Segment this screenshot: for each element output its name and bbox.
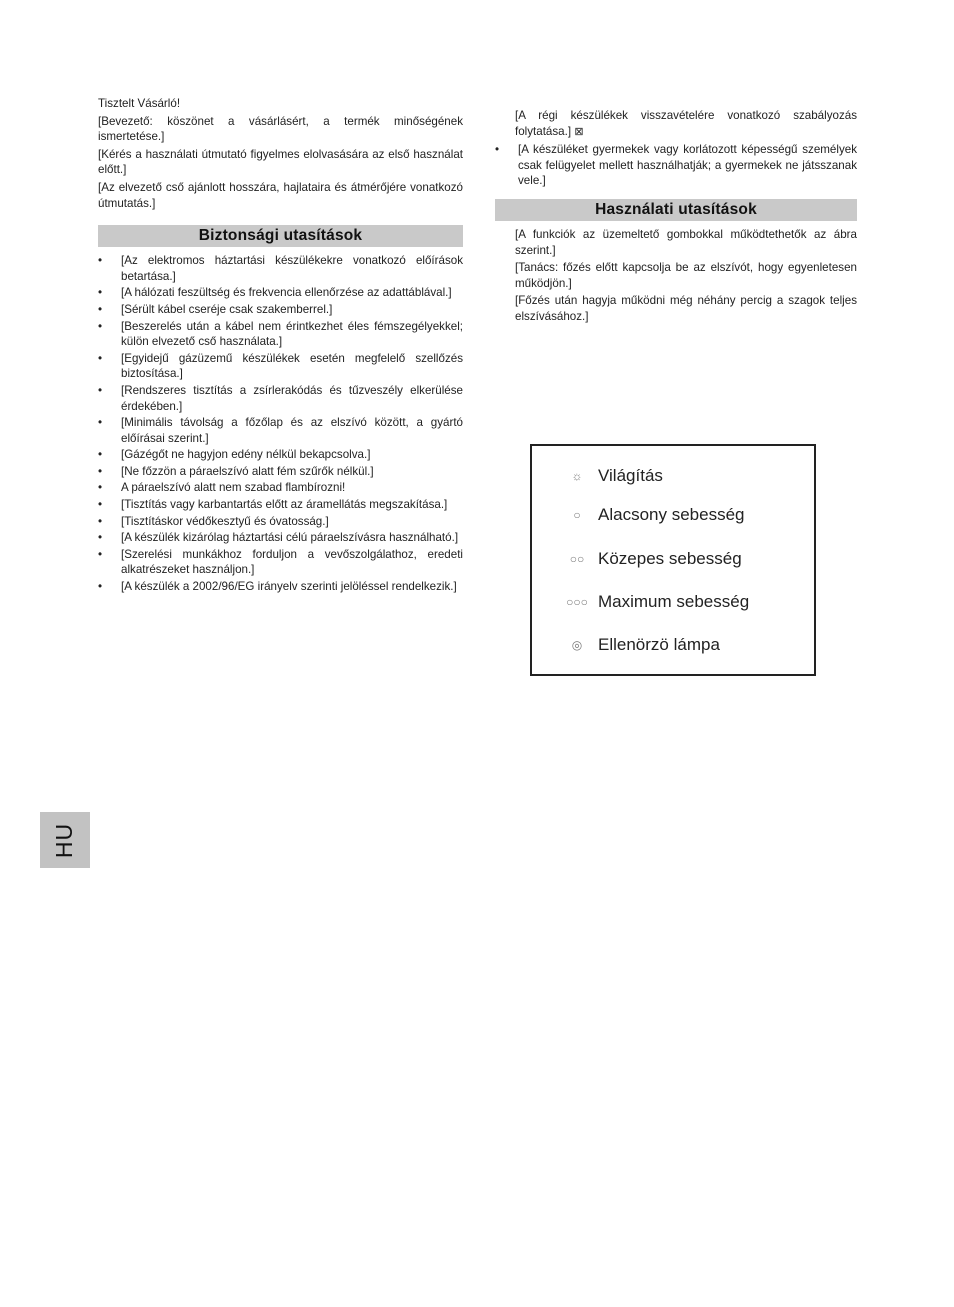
control-label: Alacsony sebesség [598, 505, 745, 524]
list-item: • [A készülék a 2002/96/EG irányelv szerinti jelöléssel rendelkezik.] [98, 580, 457, 594]
list-item: • [Beszerelés után a kábel nem érintkezhet éles fémszegélyekkel; külön elvezető cső használata.] [98, 319, 463, 349]
bullet: • [98, 254, 103, 268]
list-item: • A páraelszívó alatt nem szabad flambírozni! [98, 481, 346, 495]
safety-heading: Biztonsági utasítások [98, 225, 463, 247]
bullet: • [98, 383, 103, 397]
control-label: Ellenörzö lámpa [598, 635, 720, 654]
usage-heading: Használati utasítások [495, 199, 857, 221]
control-label: Világítás [598, 466, 663, 485]
list-item: • [Rendszeres tisztítás a zsírlerakódás és tűzveszély elkerülése érdekében.] [98, 383, 463, 413]
right-column [495, 108, 857, 327]
bullet: • [98, 531, 103, 545]
intro-paragraph: [Bevezető: köszönet a vásárlásért, a termék minőségének ismertetése.] [98, 114, 463, 144]
list-item: • [Ne főzzön a páraelszívó alatt fém szűrők nélkül.] [98, 464, 374, 478]
list-item: • [Egyidejű gázüzemű készülékek esetén megfelelő szellőzés biztosítása.] [98, 351, 463, 381]
bullet: • [98, 547, 103, 561]
list-item: • [Az elektromos háztartási készülékekre vonatkozó előírások betartása.] [98, 254, 463, 283]
control-row-light [532, 462, 814, 490]
usage-paragraph: [A funkciók az üzemeltető gombokkal működtethetők az ábra szerint.] [515, 227, 857, 257]
control-row-max [532, 588, 814, 616]
bullet: • [98, 319, 103, 333]
language-tab [40, 812, 90, 868]
list-item: • [A hálózati feszültség és frekvencia ellenőrzése az adattáblával.] [98, 286, 452, 300]
control-row-lamp [532, 631, 814, 659]
left-column [98, 96, 463, 596]
safety-list-continued [495, 142, 857, 189]
control-label: Közepes sebesség [598, 549, 742, 568]
list-item: • [Tisztításkor védőkesztyű és óvatosság.] [98, 514, 329, 528]
language-tab-label: HU [51, 822, 78, 858]
greeting: Tisztelt Vásárló! [98, 97, 181, 110]
carryover-paragraph: [A régi készülékek visszavételére vonatkozó szabályozás folytatása.] ⊠ [495, 108, 857, 140]
speed-max-icon: ○○○ [566, 595, 588, 609]
bullet: • [495, 143, 500, 157]
light-icon: ☼ [571, 469, 583, 483]
control-legend-box [530, 444, 816, 676]
list-item: • [A készülék kizárólag háztartási célú páraelszívásra használható.] [98, 531, 459, 545]
safety-list [98, 253, 463, 594]
list-item: • [Szerelési munkákhoz forduljon a vevőszolgálathoz, eredeti alkatrészeket használjon.] [98, 547, 463, 577]
bullet: • [98, 286, 103, 300]
bullet: • [98, 416, 103, 430]
speed-medium-icon: ○○ [569, 552, 585, 566]
control-row-medium [532, 545, 814, 573]
indicator-lamp-icon: ◎ [571, 638, 583, 652]
list-item: • [Minimális távolság a főzőlap és az elszívó között, a gyártó előírásai szerint.] [98, 416, 463, 445]
bullet: • [98, 302, 103, 316]
list-item: • [A készüléket gyermekek vagy korlátozott képességű személyek csak felügyelet mellett használhatják; a gyermekek ne játsszanak vele.] [495, 143, 857, 188]
speed-low-icon: ○ [573, 508, 581, 522]
bullet: • [98, 464, 103, 478]
control-label: Maximum sebesség [598, 592, 750, 611]
control-row-low [532, 501, 814, 529]
list-item: • [Tisztítás vagy karbantartás előtt az áramellátás megszakítása.] [98, 498, 448, 512]
intro-paragraph: [Az elvezető cső ajánlott hosszára, hajlataira és átmérőjére vonatkozó útmutatás.] [98, 180, 463, 210]
usage-paragraph: [Főzés után hagyja működni még néhány percig a szagok teljes elszívásához.] [515, 294, 857, 323]
bullet: • [98, 514, 103, 528]
intro-paragraph: [Kérés a használati útmutató figyelmes elolvasására az első használat előtt.] [98, 147, 463, 177]
weee-bin-icon: ⊠ [574, 125, 584, 138]
bullet: • [98, 498, 103, 512]
bullet: • [98, 448, 103, 462]
bullet: • [98, 481, 103, 495]
list-item: • [Sérült kábel cseréje csak szakemberrel.] [98, 302, 333, 316]
usage-paragraph: [Tanács: főzés előtt kapcsolja be az elszívót, hogy egyenletesen működjön.] [515, 261, 857, 290]
bullet: • [98, 580, 103, 594]
bullet: • [98, 351, 103, 365]
list-item: • [Gázégőt ne hagyjon edény nélkül bekapcsolva.] [98, 448, 371, 462]
